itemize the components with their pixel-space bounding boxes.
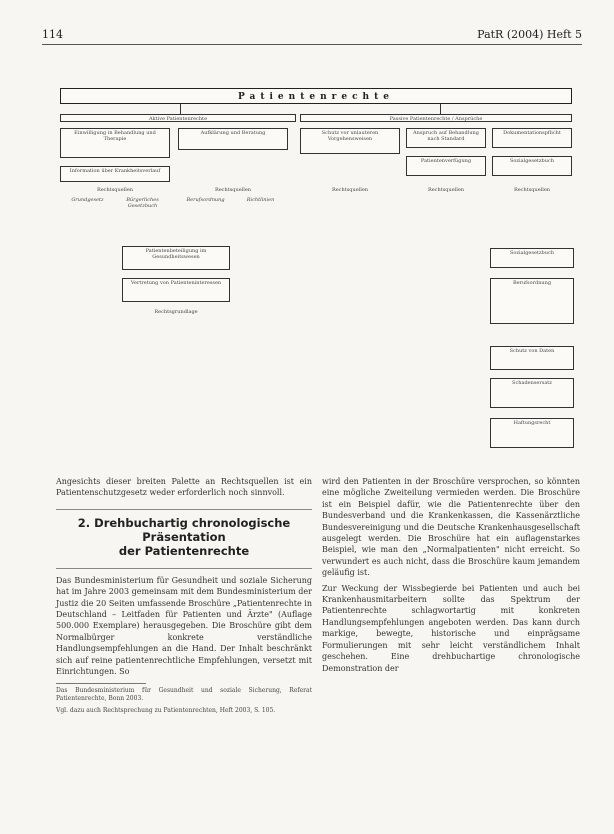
connector bbox=[180, 104, 181, 114]
journal-reference: PatR (2004) Heft 5 bbox=[477, 28, 582, 41]
section-heading-line-1: 2. Drehbuchartig chronologische Präsentation bbox=[77, 515, 291, 544]
box-participation: Patientenbeteiligung im Gesundheitswesen bbox=[122, 246, 230, 270]
box-sources-right-3: Rechtsquellen bbox=[513, 187, 551, 193]
box-professional-code: Berufsordnung bbox=[186, 197, 225, 203]
box-extra-2: Sozialgesetzbuch bbox=[492, 156, 572, 176]
side-box-3: Schutz von Daten bbox=[490, 346, 574, 370]
box-sources-left: Rechtsquellen bbox=[96, 187, 134, 193]
box-protection: Schutz vor unlauteren Vorgehensweisen bbox=[300, 128, 400, 154]
left-intro: Angesichts dieser breiten Palette an Rechtsquellen ist ein Patientenschutzgesetz weder erforderlich noch sinnvoll. bbox=[56, 477, 312, 498]
box-extra: Patientenverfügung bbox=[406, 156, 486, 176]
box-representation: Vertretung von Patienteninteressen bbox=[122, 278, 230, 302]
right-branch-box: Passive Patientenrechte / Ansprüche bbox=[300, 114, 572, 122]
page-number: 114 bbox=[42, 28, 63, 41]
section-heading-line-2: der Patientenrechte bbox=[118, 543, 250, 558]
right-paragraph-2: Zur Weckung der Wissbegierde bei Patienten und auch bei Krankenhausmitarbeitern sollte das Spektrum der Patientenrechte schlagwortartig mit konkreten Handlungsempfehlungen angeboten werden. Das kann durch markige, bewegte, historische und einprägsame Formulierungen mit sehr leicht verständlichem Inhalt geschehen. Eine drehbuchartige chronologische Demonstration der bbox=[322, 583, 580, 673]
box-treatment-standard: Anspruch auf Behandlung nach Standard bbox=[406, 128, 486, 148]
section-heading bbox=[56, 516, 312, 558]
box-sources-mid: Rechtsquellen bbox=[214, 187, 252, 193]
box-guidelines: Richtlinien bbox=[246, 197, 275, 203]
box-sources-right-2: Rechtsquellen bbox=[427, 187, 465, 193]
footnote-rule bbox=[56, 683, 146, 684]
left-column bbox=[56, 476, 312, 719]
left-branch-box: Aktive Patientenrechte bbox=[60, 114, 296, 122]
footnote-2: Vgl. dazu auch Rechtsprechung zu Patientenrechten, Heft 2003, S. 105. bbox=[56, 707, 276, 715]
header-rule bbox=[42, 44, 582, 45]
patient-rights-diagram bbox=[60, 88, 580, 456]
section-rule bbox=[56, 568, 312, 569]
connector bbox=[440, 104, 441, 114]
box-documentation: Dokumentationspflicht bbox=[492, 128, 572, 148]
side-box-4: Schadensersatz bbox=[490, 378, 574, 408]
box-civil-code: Bürgerliches Gesetzbuch bbox=[126, 197, 159, 209]
side-box-5: Haftungsrecht bbox=[490, 418, 574, 448]
side-box-1: Sozialgesetzbuch bbox=[490, 248, 574, 268]
page-header bbox=[42, 28, 582, 44]
footnote-1: Das Bundesministerium für Gesundheit und soziale Sicherung, Referat Patientenrechte, Bonn 2003. bbox=[56, 687, 312, 703]
box-information: Information über Krankheitsverlauf bbox=[60, 166, 170, 182]
side-box-2: Berufsordnung bbox=[490, 278, 574, 324]
box-consent: Einwilligung in Behandlung und Therapie bbox=[60, 128, 170, 158]
section-rule bbox=[56, 509, 312, 510]
box-legal-basis: Rechtsgrundlage bbox=[154, 309, 198, 315]
right-paragraph-1: wird den Patienten in der Broschüre versprochen, so könnten eine mögliche Zweiteilung vermieden werden. Die Broschüre ist ein Beispiel dafür, wie die Patientenrechte über den Bundesverband und die Krankenkassen, die Kassenärztliche Bundesvereinigung und die Deutsche Krankenhausgesellschaft ausgelegt werden. Die Broschüre hat ein auflagenstarkes Beispiel, wie man den „Normalpatienten" nicht erreicht. So verwundert es auch nicht, dass die Broschüre kaum jemandem geläufig ist. bbox=[322, 477, 580, 578]
box-sources-right: Rechtsquellen bbox=[331, 187, 369, 193]
left-paragraph: Das Bundesministerium für Gesundheit und soziale Sicherung hat im Jahre 2003 gemeinsam mit dem Bundesministerium der Justiz die 20 Seiten umfassende Broschüre „Patientenrechte in Deutschland – Leitfaden für Patienten und Ärzte" (Auflage 500.000 Exemplare) herausgegeben. Die Broschüre gibt dem Normalbürger konkrete verständliche Handlungsempfehlungen an die Hand. Der Inhalt beschränkt sich auf reine patientenrechtliche Empfehlungen, versetzt mit Einrichtungen. So bbox=[56, 575, 312, 677]
box-basic-law: Grundgesetz bbox=[71, 197, 104, 203]
right-column bbox=[322, 476, 580, 678]
box-counselling: Aufklärung und Beratung bbox=[178, 128, 288, 150]
diagram-title: Patientenrechte bbox=[60, 88, 572, 104]
